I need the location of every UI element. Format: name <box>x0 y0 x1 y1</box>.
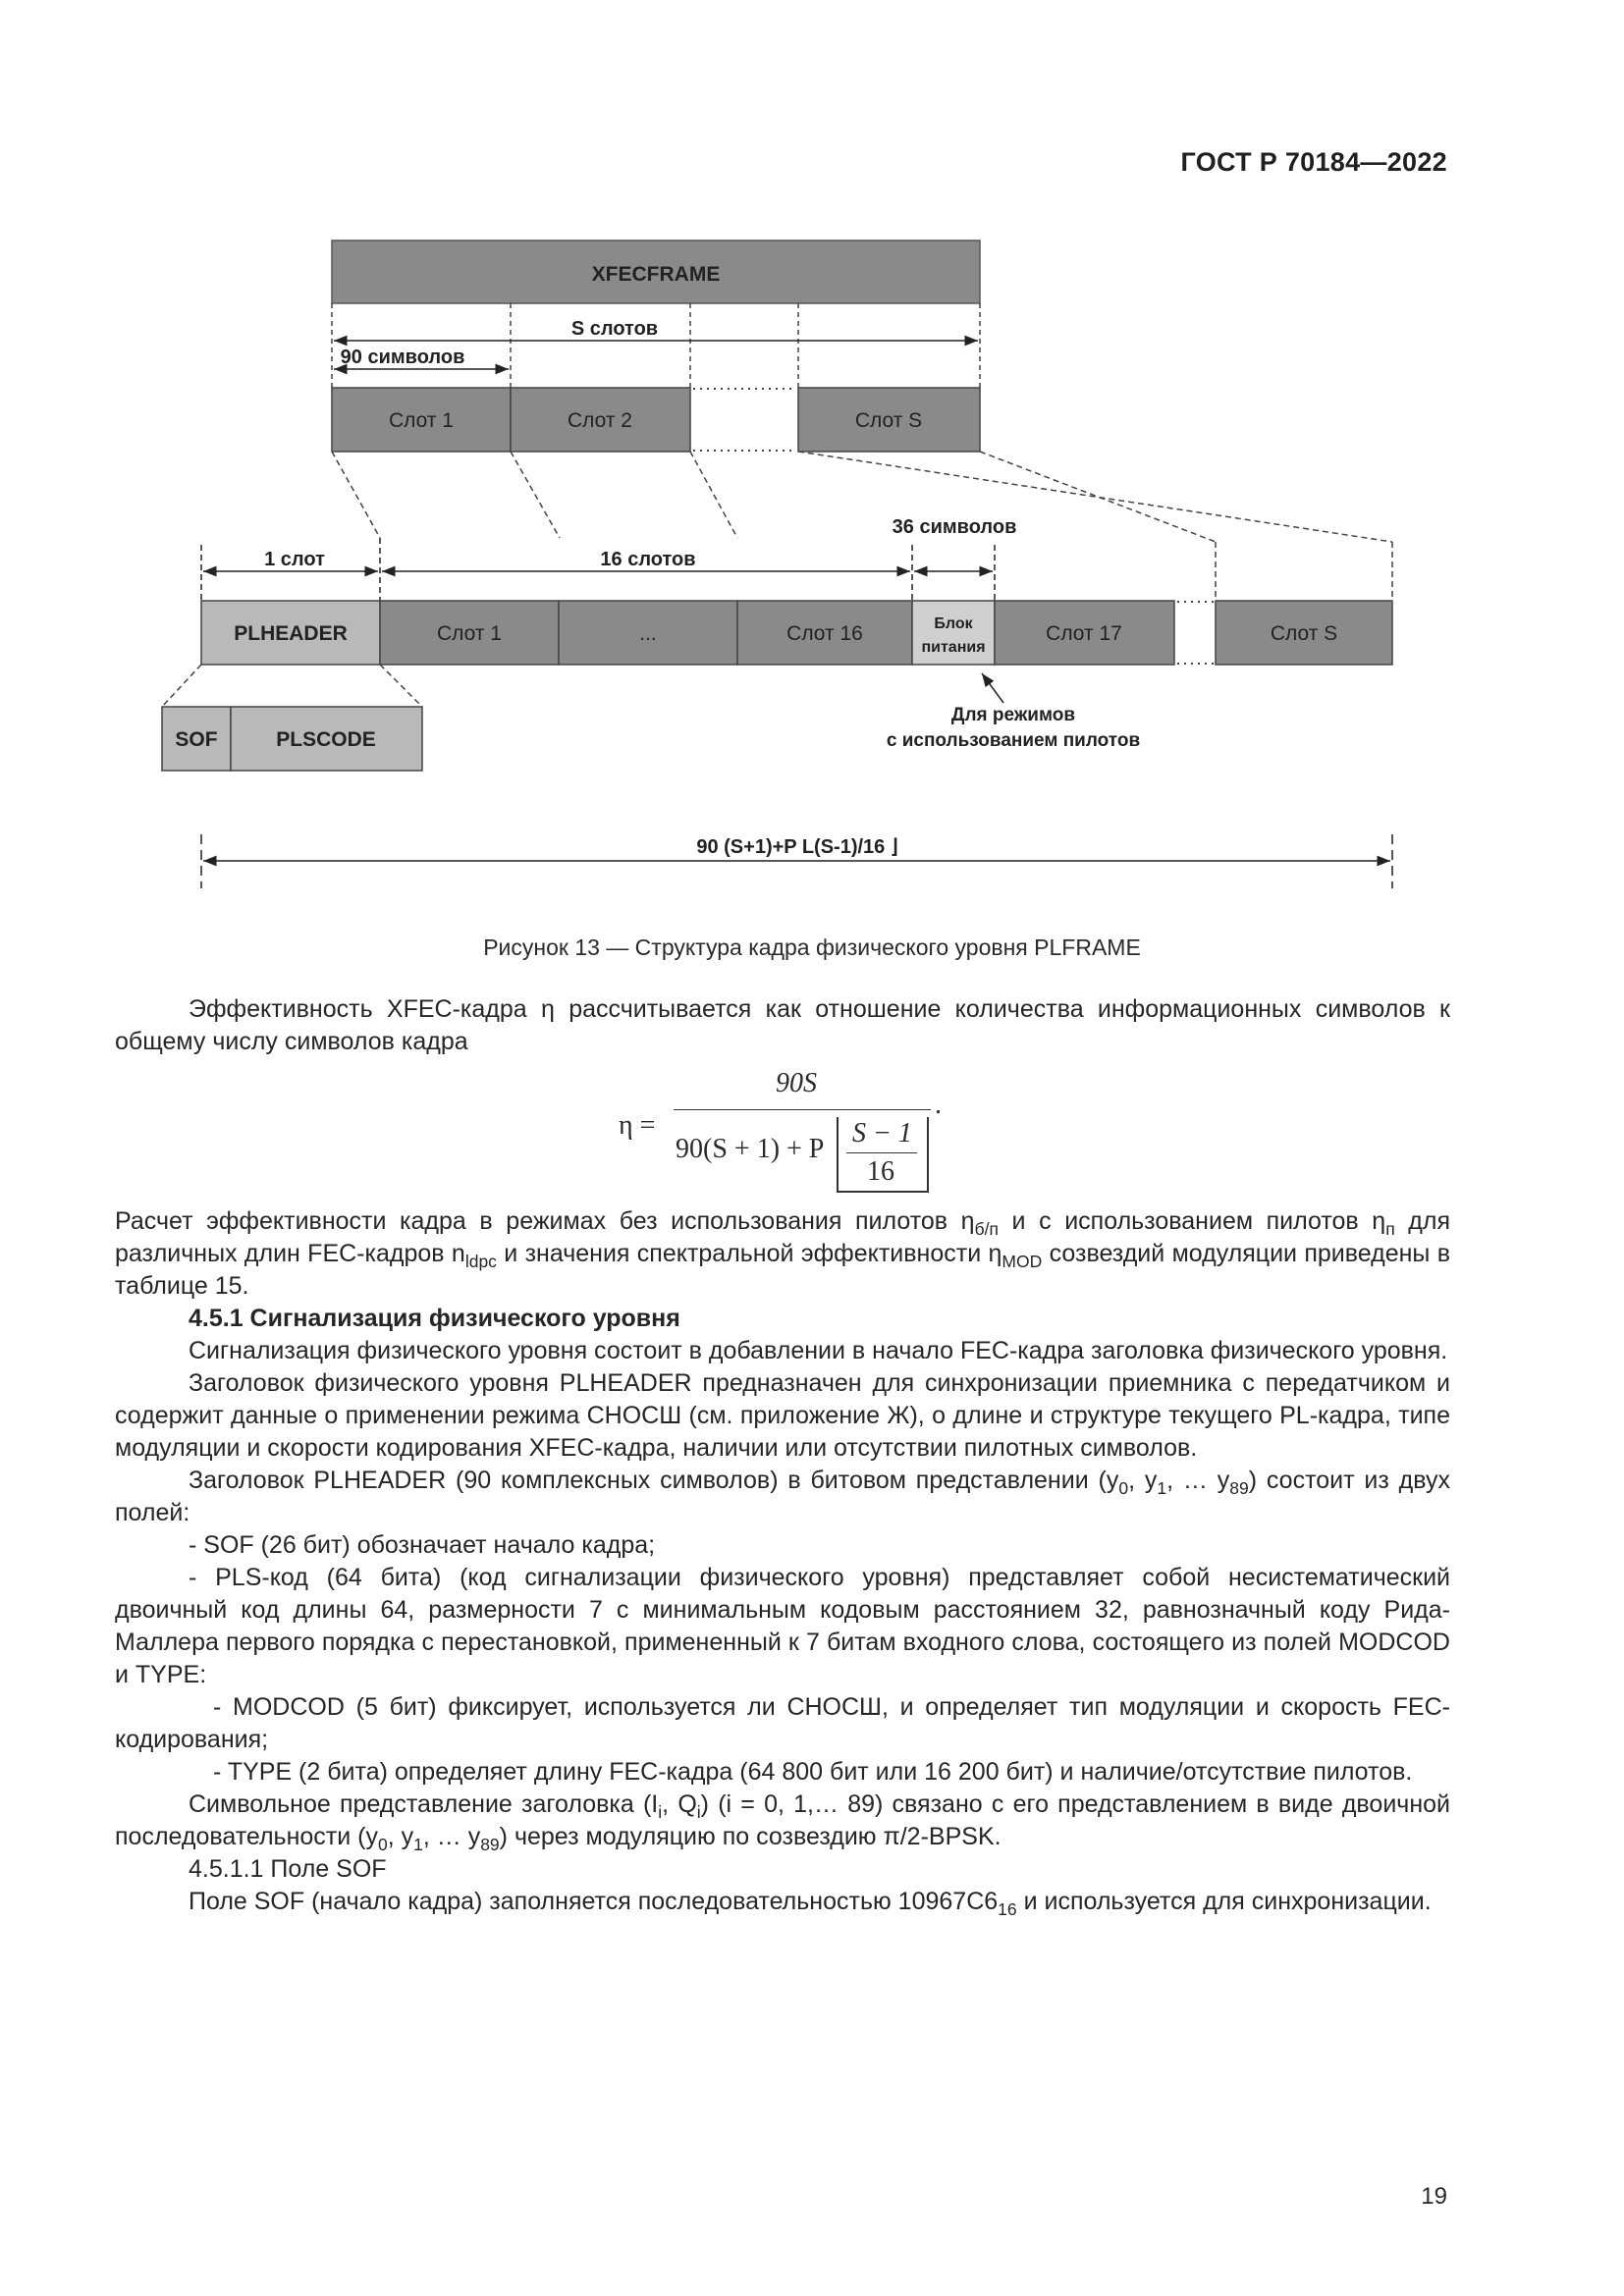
sixteen-slots-label: 16 слотов <box>600 549 696 570</box>
formula-inner-denominator: 16 <box>867 1156 894 1187</box>
top-slot-2-label: Слот 2 <box>567 409 633 432</box>
plframe-figure <box>0 0 1624 982</box>
plframe-diagram <box>0 0 1624 982</box>
efficiency-paragraph: Эффективность XFEC-кадра η рассчитывается как отношение количества информационных символов к общему числу символов кадра <box>115 995 1450 1055</box>
bottom-slot-ellipsis <box>559 601 737 665</box>
formula-inner-bar <box>846 1152 917 1153</box>
sof-label: SOF <box>175 728 218 751</box>
plheader-label: PLHEADER <box>234 622 348 645</box>
plscode-box <box>231 707 422 771</box>
bottom-slot-16 <box>737 601 912 665</box>
xfecframe-bar <box>332 240 980 303</box>
symbol-paragraph: Символьное представление заголовка ($I_i$, $Q_i$) (i = 0, 1,… 89) связано с его представлением в виде двоичной последовательности ($y_0$, $y_1$, … $y_{89}$) через модуляцию по созвездию π/2-BPSK. <box>115 1790 1451 1854</box>
s-slots-label: S слотов <box>570 318 659 340</box>
list-item-type: - TYPE (2 бита) определяет длину FEC-кадра (64 800 бит или 16 200 бит) и наличие/отсутствие пилотов. <box>213 1758 1413 1786</box>
formula-tail: . <box>935 1090 942 1120</box>
page-number: 19 <box>1421 2183 1447 2210</box>
formula-inner-numerator: S − 1 <box>852 1118 912 1148</box>
efficiency-formula <box>619 1068 952 1196</box>
bottom-slot-s <box>1216 601 1392 665</box>
xfecframe-label: XFECFRAME <box>591 263 721 286</box>
bottom-slot-1-label: Слот 1 <box>436 622 503 645</box>
top-slot-2 <box>511 388 690 452</box>
pilot-note-2: с использованием пилотов <box>886 730 1141 751</box>
signal-paragraph: Сигнализация физического уровня состоит в добавлении в начало FEC-кадра заголовка физического уровня. <box>189 1337 1448 1364</box>
list-item-pls: - PLS-код (64 бита) (код сигнализации физического уровня) представляет собой несистематический двоичный код длины 64, размерности 7 с минимальным кодовым расстоянием 32, равнозначный коду Рида-Маллера первого порядка с перестановкой, примененный к 7 битам входного слова, состоящего из полей MODCOD и TYPE: <box>115 1564 1450 1688</box>
bits-paragraph: Заголовок PLHEADER (90 комплексных символов) в битовом представлении ($y_0$, $y_1$, … $y_{89}$) состоит из двух полей: <box>115 1467 1450 1526</box>
list-item-modcod: - MODCOD (5 бит) фиксирует, используется ли СНОСШ, и определяет тип модуляции и скорость FEC-кодирования; <box>115 1693 1450 1753</box>
bottom-slot-17-label: Слот 17 <box>1046 622 1122 645</box>
plscode-label: PLSCODE <box>276 728 376 751</box>
bottom-slot-16-label: Слот 16 <box>786 622 863 645</box>
document-id: ГОСТ Р 70184—2022 <box>1180 147 1447 177</box>
list-item-sof: - SOF (26 бит) обозначает начало кадра; <box>189 1531 656 1559</box>
formula-denominator: 90(S + 1) + P <box>676 1134 825 1164</box>
pilot-block <box>912 601 995 665</box>
top-ellipsis <box>693 389 796 451</box>
top-slot-s <box>798 388 980 452</box>
main-text <box>115 1205 1450 1918</box>
top-slot-1 <box>332 388 511 452</box>
formula-lhs: η = <box>619 1110 656 1141</box>
total-label: 90 (S+1)+P L(S-1)/16 ⌋ <box>696 836 898 858</box>
bottom-slot-s-label: Слот S <box>1270 622 1338 645</box>
section-4-5-1-heading: 4.5.1 Сигнализация физического уровня <box>189 1305 680 1332</box>
formula-fraction-bar <box>674 1109 931 1110</box>
sof-paragraph: Поле SOF (начало кадра) заполняется последовательностью $10967C6_{16}$ и используется для синхронизации. <box>189 1888 1432 1919</box>
section-4-5-1-1-heading: 4.5.1.1 Поле SOF <box>189 1855 387 1883</box>
symbols90-label: 90 символов <box>340 347 465 368</box>
calc-paragraph: Расчет эффективности кадра в режимах без использования пилотов $\eta_{б/п}$ и с использованием пилотов $\eta_п$ для различных длин FEC-кадров $n_{ldpc}$ и значения спектральной эффективности $\eta_{MOD}$ созвездий модуляции приведены в таблице 15. <box>115 1207 1451 1300</box>
sof-box <box>162 707 231 771</box>
top-slot-s-label: Слот S <box>854 409 923 432</box>
bottom-slot-1 <box>380 601 559 665</box>
symbols36-label: 36 символов <box>892 516 1017 538</box>
pilot-note-arrow <box>982 673 1003 703</box>
plheader-box <box>201 601 380 665</box>
pilot-block-label-1: Блок <box>934 615 973 632</box>
formula-numerator: 90S <box>776 1068 817 1098</box>
bottom-ellipsis <box>1177 602 1214 664</box>
plheader-expansion <box>162 665 422 707</box>
expansion-lines <box>332 452 1392 601</box>
top-guides <box>332 303 980 388</box>
plheader-paragraph: Заголовок физического уровня PLHEADER предназначен для синхронизации приемника с передатчиком и содержит данные о применении режима СНОСШ (см. приложение Ж), о длине и структуре текущего PL-кадра, типе модуляции и скорости кодирования XFEC-кадра, наличии или отсутствии пилотных символов. <box>115 1369 1450 1462</box>
figure-caption: Рисунок 13 — Структура кадра физического уровня PLFRAME <box>483 934 1141 960</box>
pilot-block-label-2: питания <box>921 639 986 656</box>
top-slot-1-label: Слот 1 <box>388 409 455 432</box>
bottom-slot-ellipsis-label: ... <box>639 622 657 645</box>
bottom-slot-17 <box>995 601 1174 665</box>
one-slot-label: 1 слот <box>264 549 325 570</box>
pilot-note-1: Для режимов <box>950 705 1076 725</box>
